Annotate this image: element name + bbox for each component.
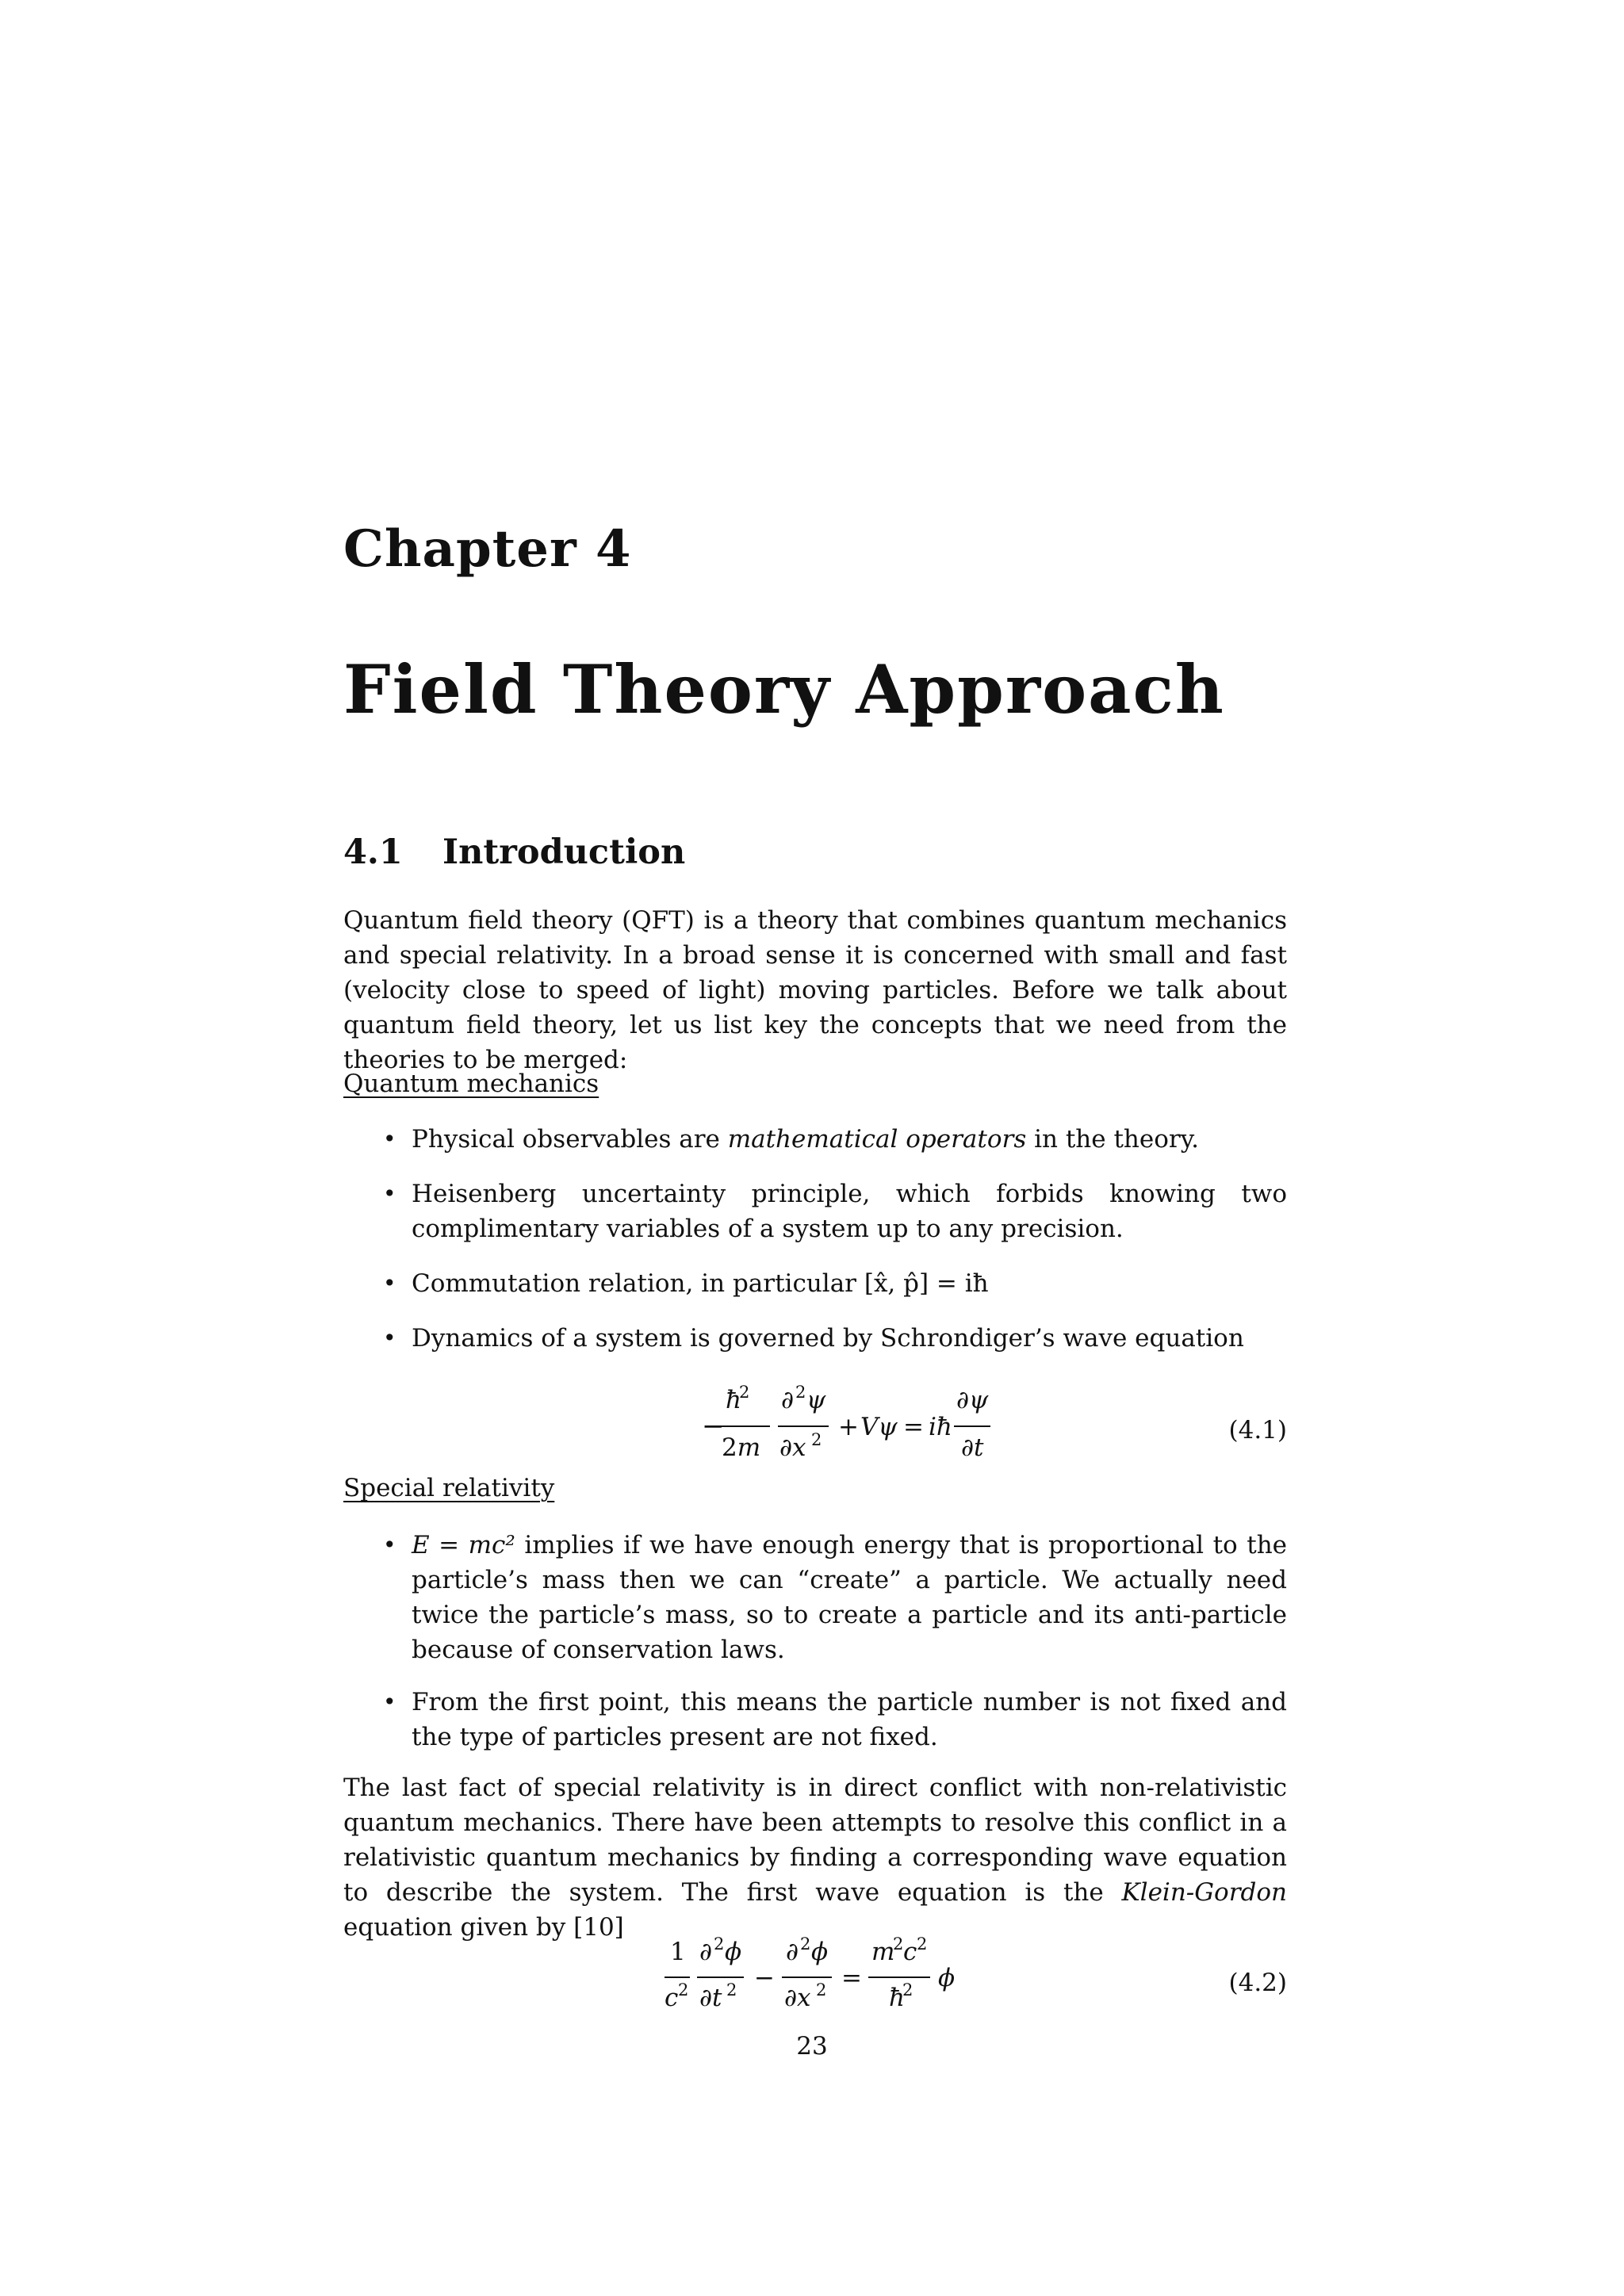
bullet-text: Physical observables are mathematical operators in the theory. bbox=[412, 1125, 1199, 1154]
svg-text:2: 2 bbox=[893, 1934, 904, 1954]
svg-text:ϕ: ϕ bbox=[811, 1938, 829, 1966]
svg-text:∂t: ∂t bbox=[699, 1984, 722, 2012]
svg-text:−: − bbox=[754, 1964, 775, 1992]
svg-text:∂: ∂ bbox=[699, 1938, 713, 1966]
bullet-icon: • bbox=[383, 1325, 396, 1351]
svg-text:c: c bbox=[665, 1984, 679, 2012]
bullet-text: E = mc² implies if we have enough energy that is proportional to the particle’s mass then we can “create” a particle. We actually need twice the particle’s mass, so to create a particle and its anti-particle because of conservation laws. bbox=[412, 1531, 1288, 1664]
equation-klein-gordon bbox=[343, 1927, 1287, 2022]
svg-text:+: + bbox=[838, 1413, 859, 1441]
svg-text:2: 2 bbox=[726, 1980, 737, 1999]
bullet-text: Heisenberg uncertainty principle, which forbids knowing two complimentary variables of a system up to any precision. bbox=[412, 1180, 1287, 1243]
section-heading bbox=[343, 832, 685, 872]
svg-text:∂x: ∂x bbox=[784, 1984, 811, 2012]
page-number: 23 bbox=[796, 2032, 828, 2061]
list-item bbox=[383, 1266, 1287, 1301]
svg-text:2: 2 bbox=[678, 1980, 689, 1999]
svg-text:2: 2 bbox=[917, 1934, 928, 1954]
bullet-icon: • bbox=[383, 1181, 396, 1207]
svg-text:∂x: ∂x bbox=[779, 1433, 806, 1462]
quantum-mechanics-heading: Quantum mechanics bbox=[343, 1070, 599, 1098]
equation-schrodinger-graphic bbox=[343, 1362, 1287, 1473]
chapter-label: Chapter 4 bbox=[343, 519, 632, 579]
chapter-title: Field Theory Approach bbox=[343, 650, 1225, 729]
list-item bbox=[383, 1685, 1287, 1755]
bullet-icon: • bbox=[383, 1532, 396, 1558]
svg-text:2: 2 bbox=[902, 1980, 914, 1999]
bullet-text: From the first point, this means the particle number is not fixed and the type of particles present are not fixed. bbox=[412, 1688, 1287, 1751]
svg-text:∂: ∂ bbox=[786, 1938, 799, 1966]
bullet-icon: • bbox=[383, 1126, 396, 1152]
list-item bbox=[383, 1177, 1287, 1246]
svg-text:=: = bbox=[841, 1964, 862, 1992]
svg-text:2m: 2m bbox=[722, 1433, 761, 1462]
closing-paragraph: The last fact of special relativity is in direct conflict with non-relativistic quantum mechanics. There have been attempts to resolve this conflict in a relativistic quantum mechanics by finding a corresponding wave equation to describe the system. The first wave equation is the Klein-Gordon equation given by [10] bbox=[343, 1774, 1287, 1942]
svg-text:ϕ: ϕ bbox=[725, 1938, 742, 1966]
svg-text:∂t: ∂t bbox=[961, 1433, 984, 1462]
svg-text:2: 2 bbox=[714, 1934, 725, 1954]
svg-text:ψ: ψ bbox=[806, 1386, 826, 1414]
equation-number: (4.1) bbox=[1228, 1416, 1287, 1445]
bullet-icon: • bbox=[383, 1270, 396, 1296]
svg-text:=: = bbox=[903, 1413, 924, 1441]
svg-text:2: 2 bbox=[800, 1934, 811, 1954]
equation-klein-gordon-graphic bbox=[343, 1927, 1287, 2022]
bullet-text: Commutation relation, in particular [x̂, p̂] = iħ bbox=[412, 1269, 989, 1298]
svg-text:ħ: ħ bbox=[726, 1386, 741, 1414]
list-item bbox=[383, 1122, 1287, 1157]
svg-text:2: 2 bbox=[816, 1980, 827, 1999]
svg-text:iħ: iħ bbox=[929, 1413, 952, 1441]
list-item bbox=[383, 1321, 1287, 1356]
svg-text:ħ: ħ bbox=[889, 1984, 905, 2012]
list-item bbox=[383, 1528, 1287, 1667]
bullet-text: Dynamics of a system is governed by Schrondiger’s wave equation bbox=[412, 1324, 1244, 1353]
section-number: 4.1 bbox=[343, 832, 403, 872]
special-relativity-heading: Special relativity bbox=[343, 1474, 555, 1502]
section-title: Introduction bbox=[442, 832, 686, 872]
svg-text:∂: ∂ bbox=[781, 1386, 795, 1414]
svg-text:2: 2 bbox=[739, 1383, 750, 1402]
svg-text:c: c bbox=[903, 1938, 917, 1966]
equation-number: (4.2) bbox=[1228, 1969, 1287, 1997]
svg-text:−: − bbox=[702, 1410, 725, 1442]
equation-schrodinger bbox=[343, 1362, 1287, 1473]
intro-paragraph: Quantum field theory (QFT) is a theory that combines quantum mechanics and special relativity. In a broad sense it is concerned with small and fast (velocity close to speed of light) moving particles. Before we talk about quantum field theory, let us list key the concepts that we need from the theories to be merged: bbox=[343, 906, 1287, 1074]
svg-text:1: 1 bbox=[670, 1938, 686, 1966]
svg-text:m: m bbox=[871, 1938, 895, 1966]
svg-text:ϕ: ϕ bbox=[938, 1964, 956, 1992]
svg-text:2: 2 bbox=[795, 1383, 806, 1402]
bullet-icon: • bbox=[383, 1689, 396, 1715]
svg-text:Vψ: Vψ bbox=[860, 1413, 898, 1441]
svg-text:∂ψ: ∂ψ bbox=[956, 1386, 989, 1414]
svg-text:2: 2 bbox=[811, 1430, 822, 1449]
